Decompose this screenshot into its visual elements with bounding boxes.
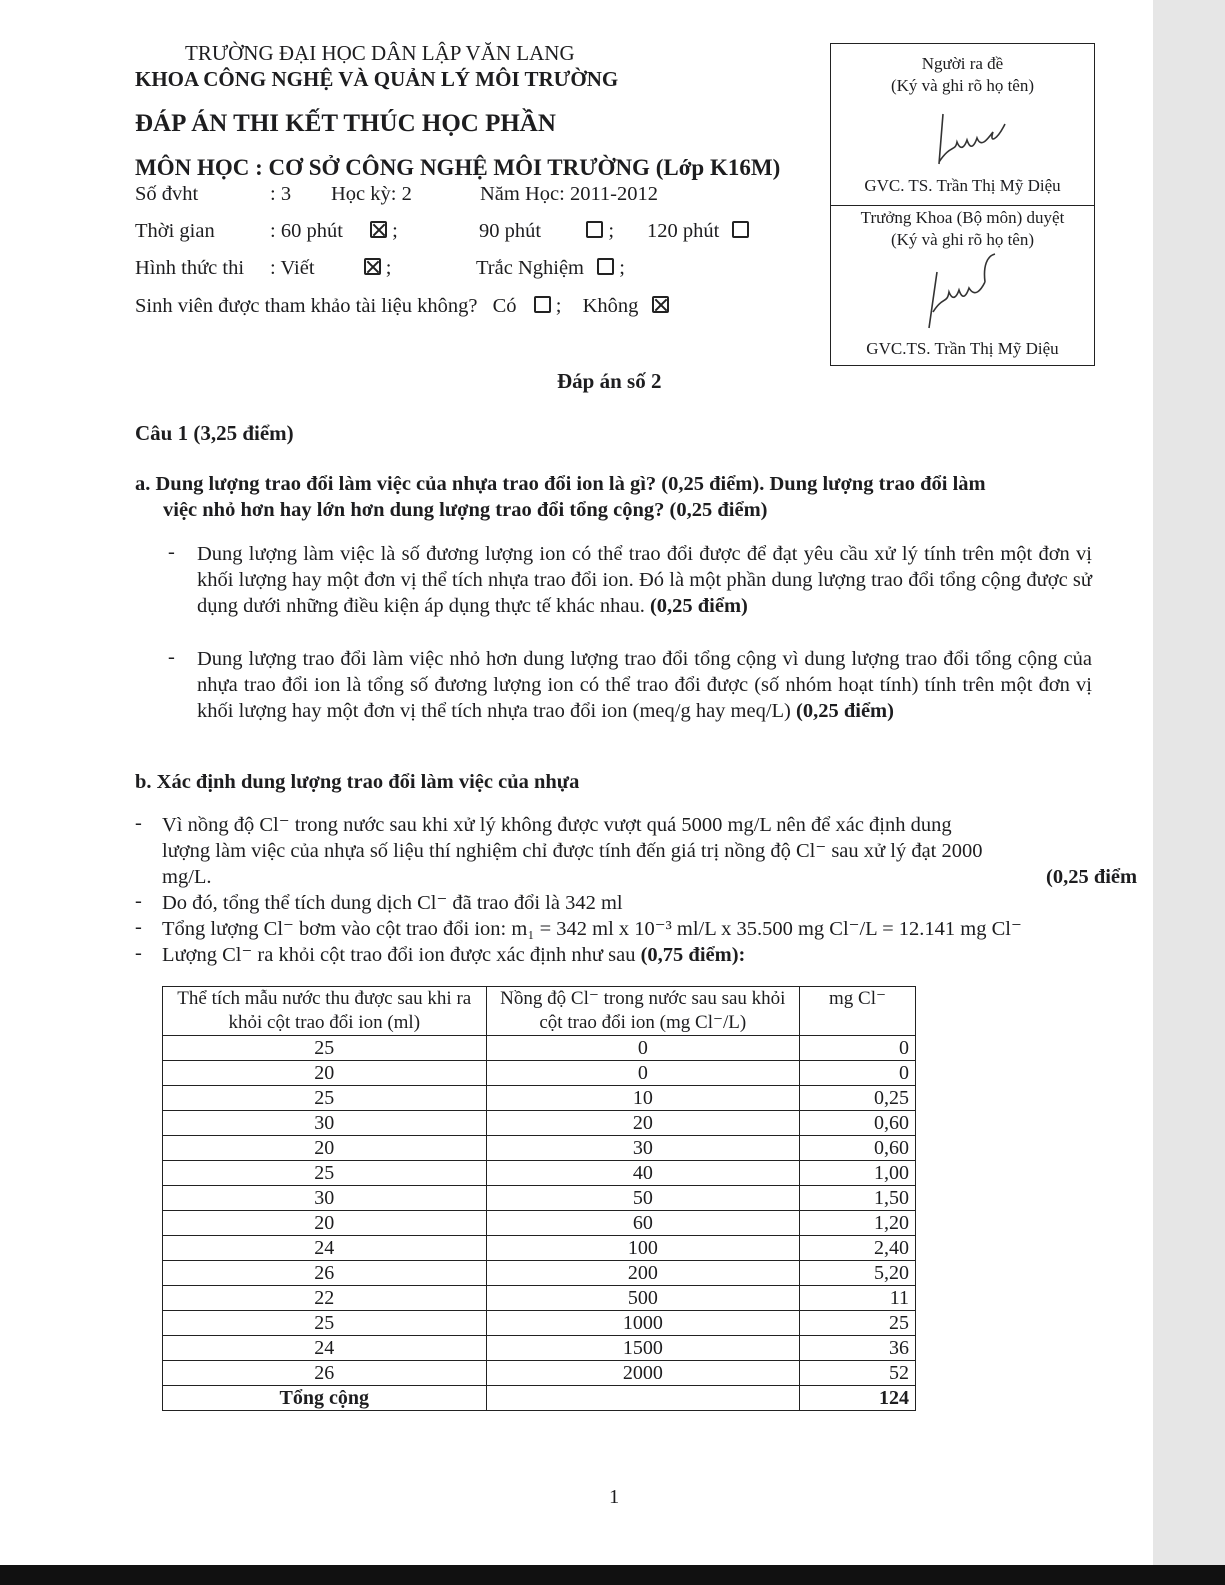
cell-volume: 20 — [163, 1211, 487, 1236]
table-row — [163, 1111, 916, 1136]
score: (0,25 điểm — [1046, 866, 1138, 888]
cell-volume: 26 — [163, 1361, 487, 1386]
bullet-dash: - — [168, 646, 175, 668]
cell-mg: 0,60 — [800, 1111, 916, 1136]
cell-volume: 22 — [163, 1286, 487, 1311]
head-note: (Ký và ghi rõ họ tên) — [890, 230, 1035, 249]
table-row — [163, 1336, 916, 1361]
part-b-line4: Do đó, tổng thể tích dung dịch Cl⁻ đã trao đổi là 342 ml — [162, 892, 623, 914]
cell-concentration: 200 — [486, 1261, 800, 1286]
part-b-line6 — [162, 942, 745, 968]
subject-title: MÔN HỌC : CƠ SỞ CÔNG NGHỆ MÔI TRƯỜNG (Lớp K16M) — [135, 155, 781, 180]
part-a-answer-1-text: Dung lượng làm việc là số đương lượng ion có thể trao đổi được để đạt yêu cầu xử lý tính trên một đơn vị khối lượng hay một đơn vị thể tích nhựa trao đổi ion. Đó là một phần dung lượng trao đổi tổng cộng được sử dụng dưới những điều kiện áp dụng thực tế khác nhau. — [197, 543, 1092, 617]
cell-concentration: 0 — [486, 1036, 800, 1061]
head-signature-icon — [923, 252, 1003, 332]
author-note: (Ký và ghi rõ họ tên) — [890, 76, 1035, 95]
cell-volume: 25 — [163, 1311, 487, 1336]
semester: Học kỳ: 2 — [331, 183, 412, 205]
cell-mg: 52 — [800, 1361, 916, 1386]
empty-box-icon — [597, 258, 614, 275]
cell-volume: 20 — [163, 1061, 487, 1086]
cell-mg: 1,50 — [800, 1186, 916, 1211]
score: (0,25 điểm) — [649, 595, 748, 617]
checked-box-icon — [370, 221, 387, 238]
cell-volume: 26 — [163, 1261, 487, 1286]
separator: ; — [385, 257, 392, 279]
separator: ; — [392, 220, 398, 242]
signature-divider — [831, 205, 1094, 206]
option-90-label: 90 phút — [479, 220, 542, 242]
cell-volume: 25 — [163, 1161, 487, 1186]
separator: ; — [619, 257, 625, 279]
total-label: Tổng cộng — [163, 1386, 487, 1411]
option-60-min — [270, 218, 398, 244]
cell-concentration: 0 — [486, 1061, 800, 1086]
cell-volume: 24 — [163, 1336, 487, 1361]
exam-form-label: Hình thức thi — [135, 257, 245, 279]
page-number: 1 — [609, 1486, 620, 1508]
cell-concentration: 1500 — [486, 1336, 800, 1361]
score: (0,25 điểm) — [796, 700, 894, 722]
ref-no-label: Không — [582, 295, 639, 317]
reference-question — [135, 293, 669, 319]
table-row — [163, 1036, 916, 1061]
option-written-label: : Viết — [270, 257, 315, 279]
university-name: TRƯỜNG ĐẠI HỌC DÂN LẬP VĂN LANG — [185, 41, 575, 65]
faculty-name: KHOA CÔNG NGHỆ VÀ QUẢN LÝ MÔI TRƯỜNG — [135, 67, 619, 91]
part-b-line3: mg/L. — [162, 866, 212, 888]
checked-box-icon — [652, 296, 669, 313]
question-heading: Câu 1 (3,25 điểm) — [135, 421, 294, 445]
chloride-table — [162, 986, 916, 1411]
part-a-question-line2: việc nhỏ hơn hay lớn hơn dung lượng trao đổi tổng cộng? (0,25 điểm) — [163, 499, 768, 521]
answer-number: Đáp án số 2 — [557, 369, 662, 393]
column-header-mg: mg Cl⁻ — [800, 987, 916, 1036]
cell-mg: 2,40 — [800, 1236, 916, 1261]
cell-concentration: 60 — [486, 1211, 800, 1236]
empty-box-icon — [586, 221, 603, 238]
page-title: ĐÁP ÁN THI KẾT THÚC HỌC PHẦN — [135, 110, 556, 137]
cell-volume: 20 — [163, 1136, 487, 1161]
part-b-line6-text: Lượng Cl⁻ ra khỏi cột trao đổi ion được xác định như sau — [162, 944, 636, 966]
ref-yes-label: Có — [492, 295, 517, 317]
signature-box — [830, 43, 1095, 366]
option-120-min — [647, 218, 749, 244]
scan-bottom-edge — [0, 1565, 1225, 1585]
cell-mg: 25 — [800, 1311, 916, 1336]
part-a-answer-2 — [197, 646, 1092, 724]
option-90-min — [479, 218, 614, 244]
cell-mg: 11 — [800, 1286, 916, 1311]
part-b-line1: Vì nồng độ Cl⁻ trong nước sau khi xử lý không được vượt quá 5000 mg/L nên để xác định dung — [162, 814, 952, 836]
part-b-line5: Tổng lượng Cl⁻ bơm vào cột trao đổi ion: m₁ = 342 ml x 10⁻³ ml/L x 35.500 mg Cl⁻/L = 12.141 mg Cl⁻ — [162, 918, 1022, 940]
part-a-question-line1: a. Dung lượng trao đổi làm việc của nhựa trao đổi ion là gì? (0,25 điểm). Dung lượng trao đổi làm — [135, 473, 986, 495]
separator: ; — [555, 295, 562, 317]
table-header-row — [163, 987, 916, 1036]
bullet-dash: - — [135, 916, 142, 938]
cell-volume: 25 — [163, 1086, 487, 1111]
empty-box-icon — [534, 296, 551, 313]
cell-mg: 36 — [800, 1336, 916, 1361]
school-year: Năm Học: 2011-2012 — [480, 183, 659, 205]
column-header-volume: Thể tích mẫu nước thu được sau khi ra khỏi cột trao đổi ion (ml) — [163, 987, 487, 1036]
cell-concentration: 20 — [486, 1111, 800, 1136]
bullet-dash: - — [135, 942, 142, 964]
part-a-answer-1 — [197, 541, 1092, 619]
empty-box-icon — [732, 221, 749, 238]
table-row — [163, 1086, 916, 1111]
table-row — [163, 1236, 916, 1261]
table-row — [163, 1361, 916, 1386]
option-written — [270, 255, 391, 281]
column-header-concentration: Nồng độ Cl⁻ trong nước sau sau khỏi cột trao đổi ion (mg Cl⁻/L) — [486, 987, 800, 1036]
table-row — [163, 1161, 916, 1186]
table-row — [163, 1061, 916, 1086]
option-multiple-choice — [476, 255, 625, 281]
total-value: 124 — [800, 1386, 916, 1411]
table-row — [163, 1286, 916, 1311]
author-name: GVC. TS. Trần Thị Mỹ Diệu — [864, 176, 1061, 195]
option-120-label: 120 phút — [647, 220, 720, 242]
table-total-row — [163, 1386, 916, 1411]
cell-concentration: 2000 — [486, 1361, 800, 1386]
bullet-dash: - — [135, 812, 142, 834]
option-60-label: : 60 phút — [270, 220, 343, 242]
time-label: Thời gian — [135, 220, 215, 242]
table-row — [163, 1136, 916, 1161]
scan-margin — [1153, 0, 1225, 1585]
checked-box-icon — [364, 258, 381, 275]
separator: ; — [608, 220, 615, 242]
cell-concentration: 10 — [486, 1086, 800, 1111]
cell-concentration: 1000 — [486, 1311, 800, 1336]
cell-mg: 0 — [800, 1036, 916, 1061]
cell-volume: 25 — [163, 1036, 487, 1061]
cell-volume: 30 — [163, 1111, 487, 1136]
table-row — [163, 1211, 916, 1236]
head-title: Trưởng Khoa (Bộ môn) duyệt — [860, 208, 1065, 227]
empty-cell — [486, 1386, 800, 1411]
bullet-dash: - — [168, 541, 175, 563]
table-row — [163, 1261, 916, 1286]
table-row — [163, 1186, 916, 1211]
cell-concentration: 500 — [486, 1286, 800, 1311]
cell-concentration: 30 — [486, 1136, 800, 1161]
reference-question-text: Sinh viên được tham khảo tài liệu không? — [135, 295, 478, 317]
cell-mg: 1,00 — [800, 1161, 916, 1186]
credits-value: : 3 — [270, 183, 292, 205]
part-a-answer-2-text: Dung lượng trao đổi làm việc nhỏ hơn dung lượng trao đổi tổng cộng vì dung lượng trao đổi tổng cộng của nhựa trao đổi ion là tổng số đương lượng ion có thể trao đổi được (số nhóm hoạt tính) tính trên một đơn vị khối lượng hay một đơn vị thể tích nhựa trao đổi ion (meq/g hay meq/L) — [197, 648, 1092, 722]
bullet-dash: - — [135, 890, 142, 912]
cell-volume: 24 — [163, 1236, 487, 1261]
cell-mg: 0,25 — [800, 1086, 916, 1111]
table-row — [163, 1311, 916, 1336]
cell-mg: 5,20 — [800, 1261, 916, 1286]
score: (0,75 điểm): — [640, 944, 746, 966]
cell-concentration: 100 — [486, 1236, 800, 1261]
cell-volume: 30 — [163, 1186, 487, 1211]
cell-mg: 0,60 — [800, 1136, 916, 1161]
credits-label: Số đvht — [135, 183, 199, 205]
part-b-line2: lượng làm việc của nhựa số liệu thí nghiệm chỉ được tính đến giá trị nồng độ Cl⁻ sau xử lý đạt 2000 — [162, 840, 983, 862]
cell-concentration: 50 — [486, 1186, 800, 1211]
cell-concentration: 40 — [486, 1161, 800, 1186]
author-title: Người ra đề — [921, 54, 1004, 73]
cell-mg: 0 — [800, 1061, 916, 1086]
part-b-heading: b. Xác định dung lượng trao đổi làm việc của nhựa — [135, 771, 580, 793]
option-mc-label: Trắc Nghiệm — [476, 257, 584, 279]
head-name: GVC.TS. Trần Thị Mỹ Diệu — [866, 339, 1059, 358]
cell-mg: 1,20 — [800, 1211, 916, 1236]
author-signature-icon — [931, 104, 1011, 174]
